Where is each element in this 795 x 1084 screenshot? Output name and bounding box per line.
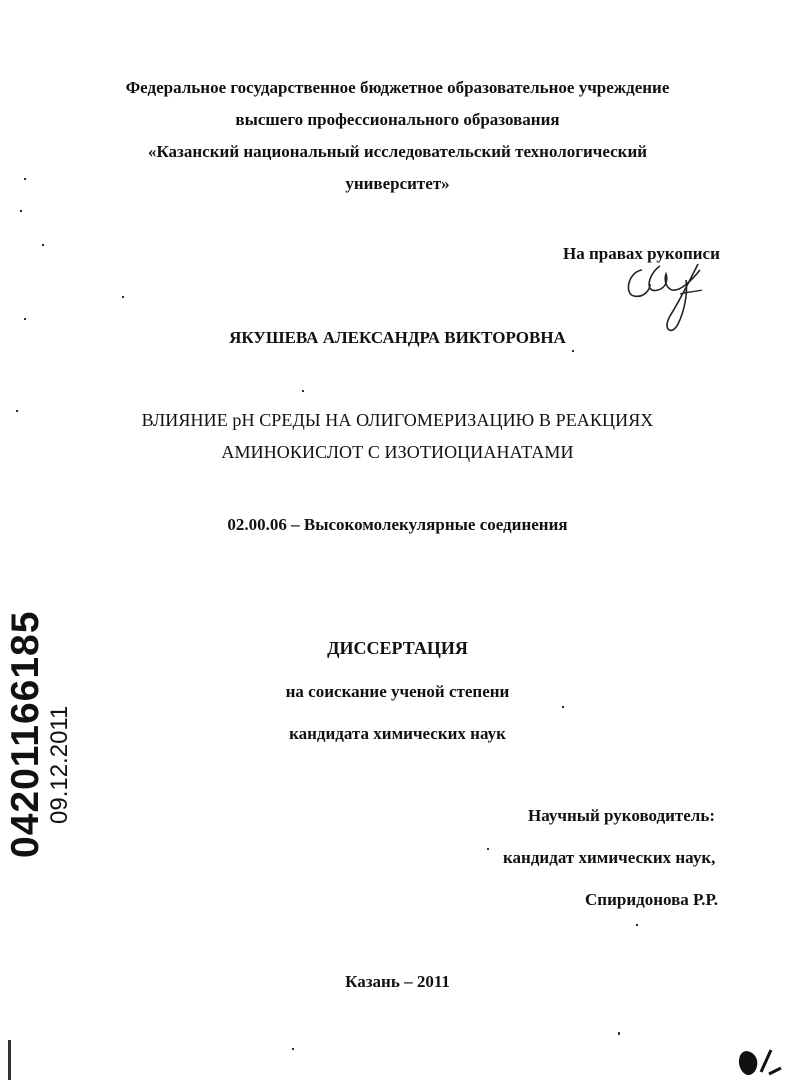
side-stamp-date: 09.12.2011	[46, 705, 73, 824]
scan-speck	[16, 410, 18, 412]
title-line-2: АМИНОКИСЛОТ С ИЗОТИОЦИАНАТАМИ	[221, 442, 574, 462]
scan-speck	[42, 244, 44, 246]
scan-blot	[735, 1044, 785, 1080]
scan-speck	[572, 350, 574, 352]
scan-speck	[618, 1032, 620, 1035]
institution-line-4: университет»	[345, 174, 450, 193]
scan-speck	[122, 296, 124, 298]
side-stamp-number: 04201166185	[4, 610, 47, 858]
author-name: ЯКУШЕВА АЛЕКСАНДРА ВИКТОРОВНА	[229, 328, 566, 347]
institution-line-1: Федеральное государственное бюджетное образовательное учреждение	[125, 78, 670, 97]
supervisor-name: Спиридонова Р.Р.	[585, 890, 719, 909]
scan-speck	[292, 1048, 294, 1050]
degree-line-1: на соискание ученой степени	[285, 682, 510, 701]
scan-speck	[20, 210, 22, 212]
title-line-1: ВЛИЯНИЕ рН СРЕДЫ НА ОЛИГОМЕРИЗАЦИЮ В РЕАКЦИЯХ	[141, 410, 654, 430]
place-year: Казань – 2011	[345, 972, 450, 991]
scan-margin-line	[8, 1040, 11, 1080]
institution-line-3: «Казанский национальный исследовательский технологический	[147, 142, 648, 161]
supervisor-degree: кандидат химических наук,	[503, 848, 716, 867]
scan-speck	[562, 706, 564, 708]
scan-speck	[24, 318, 26, 320]
specialty: 02.00.06 – Высокомолекулярные соединения	[227, 515, 568, 534]
institution-line-2: высшего профессионального образования	[235, 110, 560, 129]
scan-speck	[487, 848, 489, 850]
scan-speck	[302, 390, 304, 392]
scan-speck	[24, 178, 26, 180]
manuscript-note: На правах рукописи	[563, 244, 720, 263]
supervisor-label: Научный руководитель:	[528, 806, 715, 825]
scan-speck	[636, 924, 638, 926]
degree-line-2: кандидата химических наук	[289, 724, 506, 743]
document-type-heading: ДИССЕРТАЦИЯ	[327, 638, 468, 658]
